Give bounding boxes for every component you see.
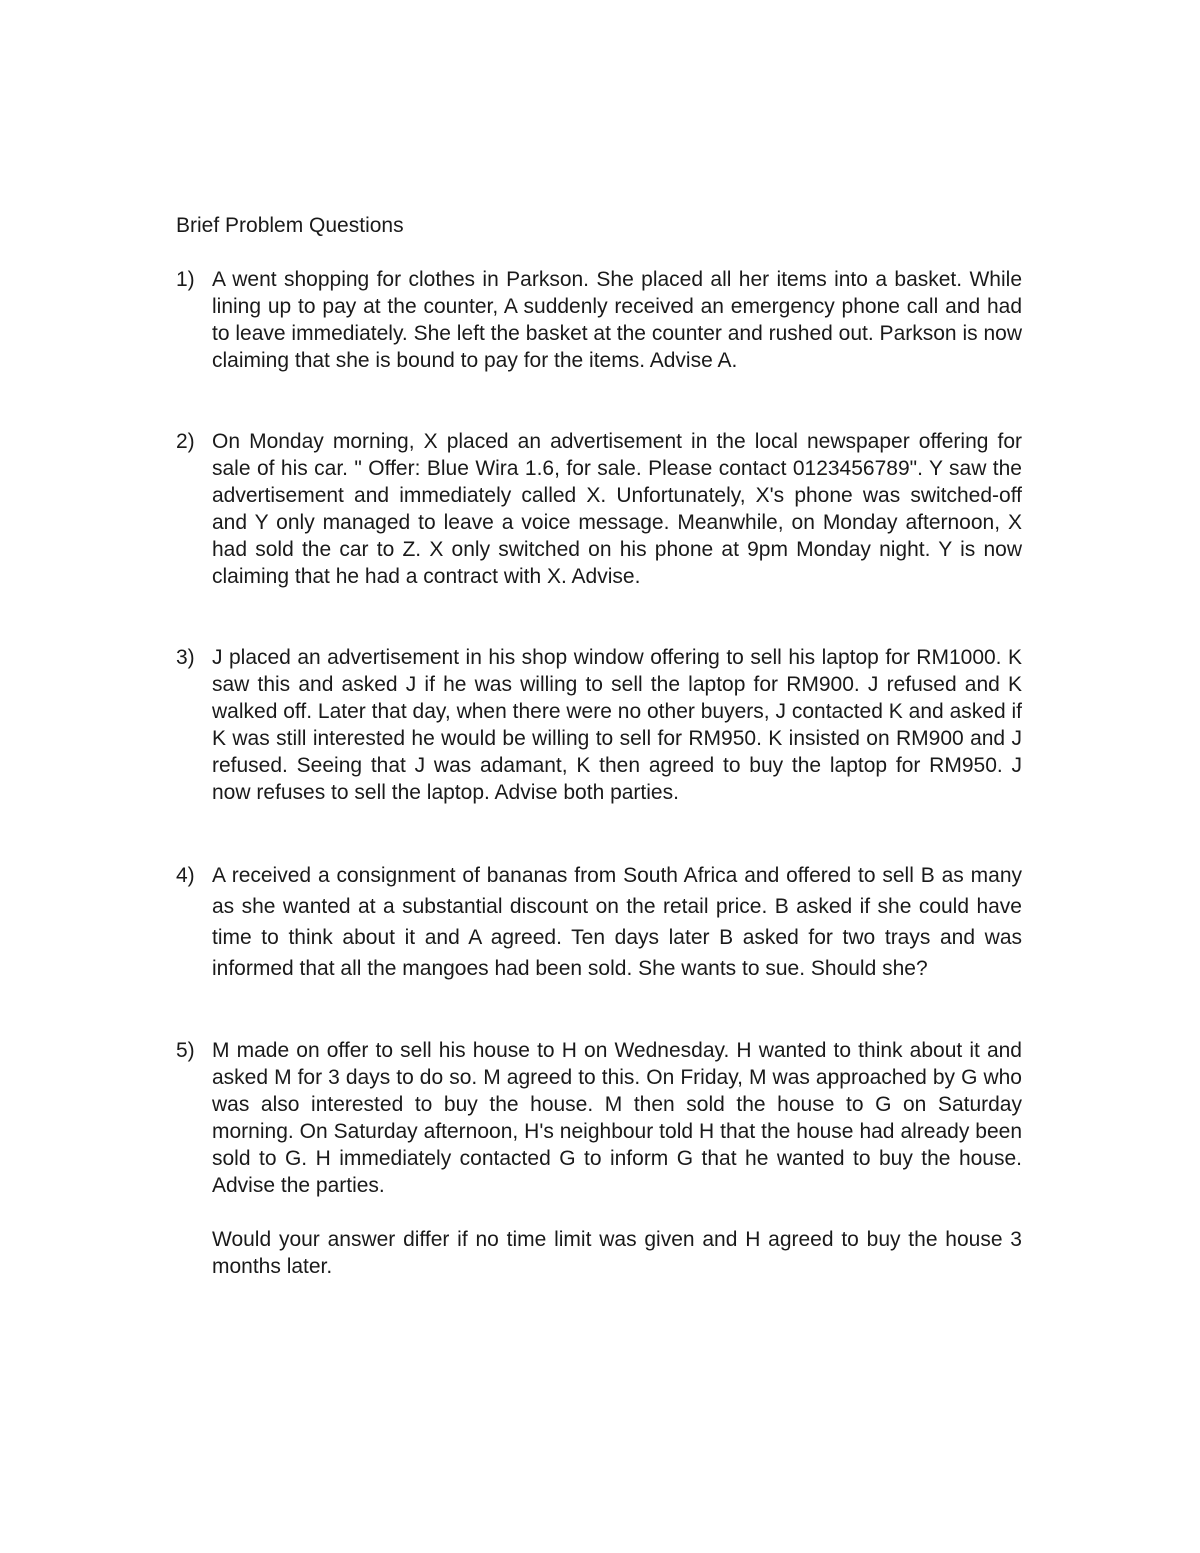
question-item (176, 860, 1022, 984)
question-text: A received a consignment of bananas from South Africa and offered to sell B as many as she wanted at a substantial discount on the retail price. B asked if she could have time to think about it and A agreed. Ten days later B asked for two trays and was informed that all the mangoes had been sold. She wants to sue. Should she? (212, 864, 1022, 980)
question-number: 2) (176, 430, 195, 453)
question-item (176, 1037, 1022, 1199)
document-title: Brief Problem Questions (176, 214, 404, 237)
followup-question: Would your answer differ if no time limit was given and H agreed to buy the house 3 months later. (212, 1228, 1022, 1278)
question-number: 3) (176, 646, 195, 669)
question-number: 4) (176, 864, 195, 887)
question-text: J placed an advertisement in his shop window offering to sell his laptop for RM1000. K saw this and asked J if he was willing to sell the laptop for RM900. J refused and K walked off. Later that day, when there were no other buyers, J contacted K and asked if K was still interested he would be willing to sell for RM950. K insisted on RM900 and J refused. Seeing that J was adamant, K then agreed to buy the laptop for RM950. J now refuses to sell the laptop. Advise both parties. (212, 646, 1022, 804)
question-text: M made on offer to sell his house to H on Wednesday. H wanted to think about it and asked M for 3 days to do so. M agreed to this. On Friday, M was approached by G who was also interested to buy the house. M then sold the house to G on Saturday morning. On Saturday afternoon, H's neighbour told H that the house had already been sold to G. H immediately contacted G to inform G that he wanted to buy the house. Advise the parties. (212, 1039, 1022, 1197)
question-number: 1) (176, 268, 195, 291)
question-item (176, 428, 1022, 590)
question-text: A went shopping for clothes in Parkson. She placed all her items into a basket. While lining up to pay at the counter, A suddenly received an emergency phone call and had to leave immediately. She left the basket at the counter and rushed out. Parkson is now claiming that she is bound to pay for the items. Advise A. (212, 268, 1022, 372)
question-number: 5) (176, 1039, 195, 1062)
question-item (176, 266, 1022, 374)
question-text: On Monday morning, X placed an advertisement in the local newspaper offering for sale of his car. " Offer: Blue Wira 1.6, for sale. Please contact 0123456789". Y saw the advertisement and immediately called X. Unfortunately, X's phone was switched-off and Y only managed to leave a voice message. Meanwhile, on Monday afternoon, X had sold the car to Z. X only switched on his phone at 9pm Monday night. Y is now claiming that he had a contract with X. Advise. (212, 430, 1022, 588)
question-item (176, 644, 1022, 806)
